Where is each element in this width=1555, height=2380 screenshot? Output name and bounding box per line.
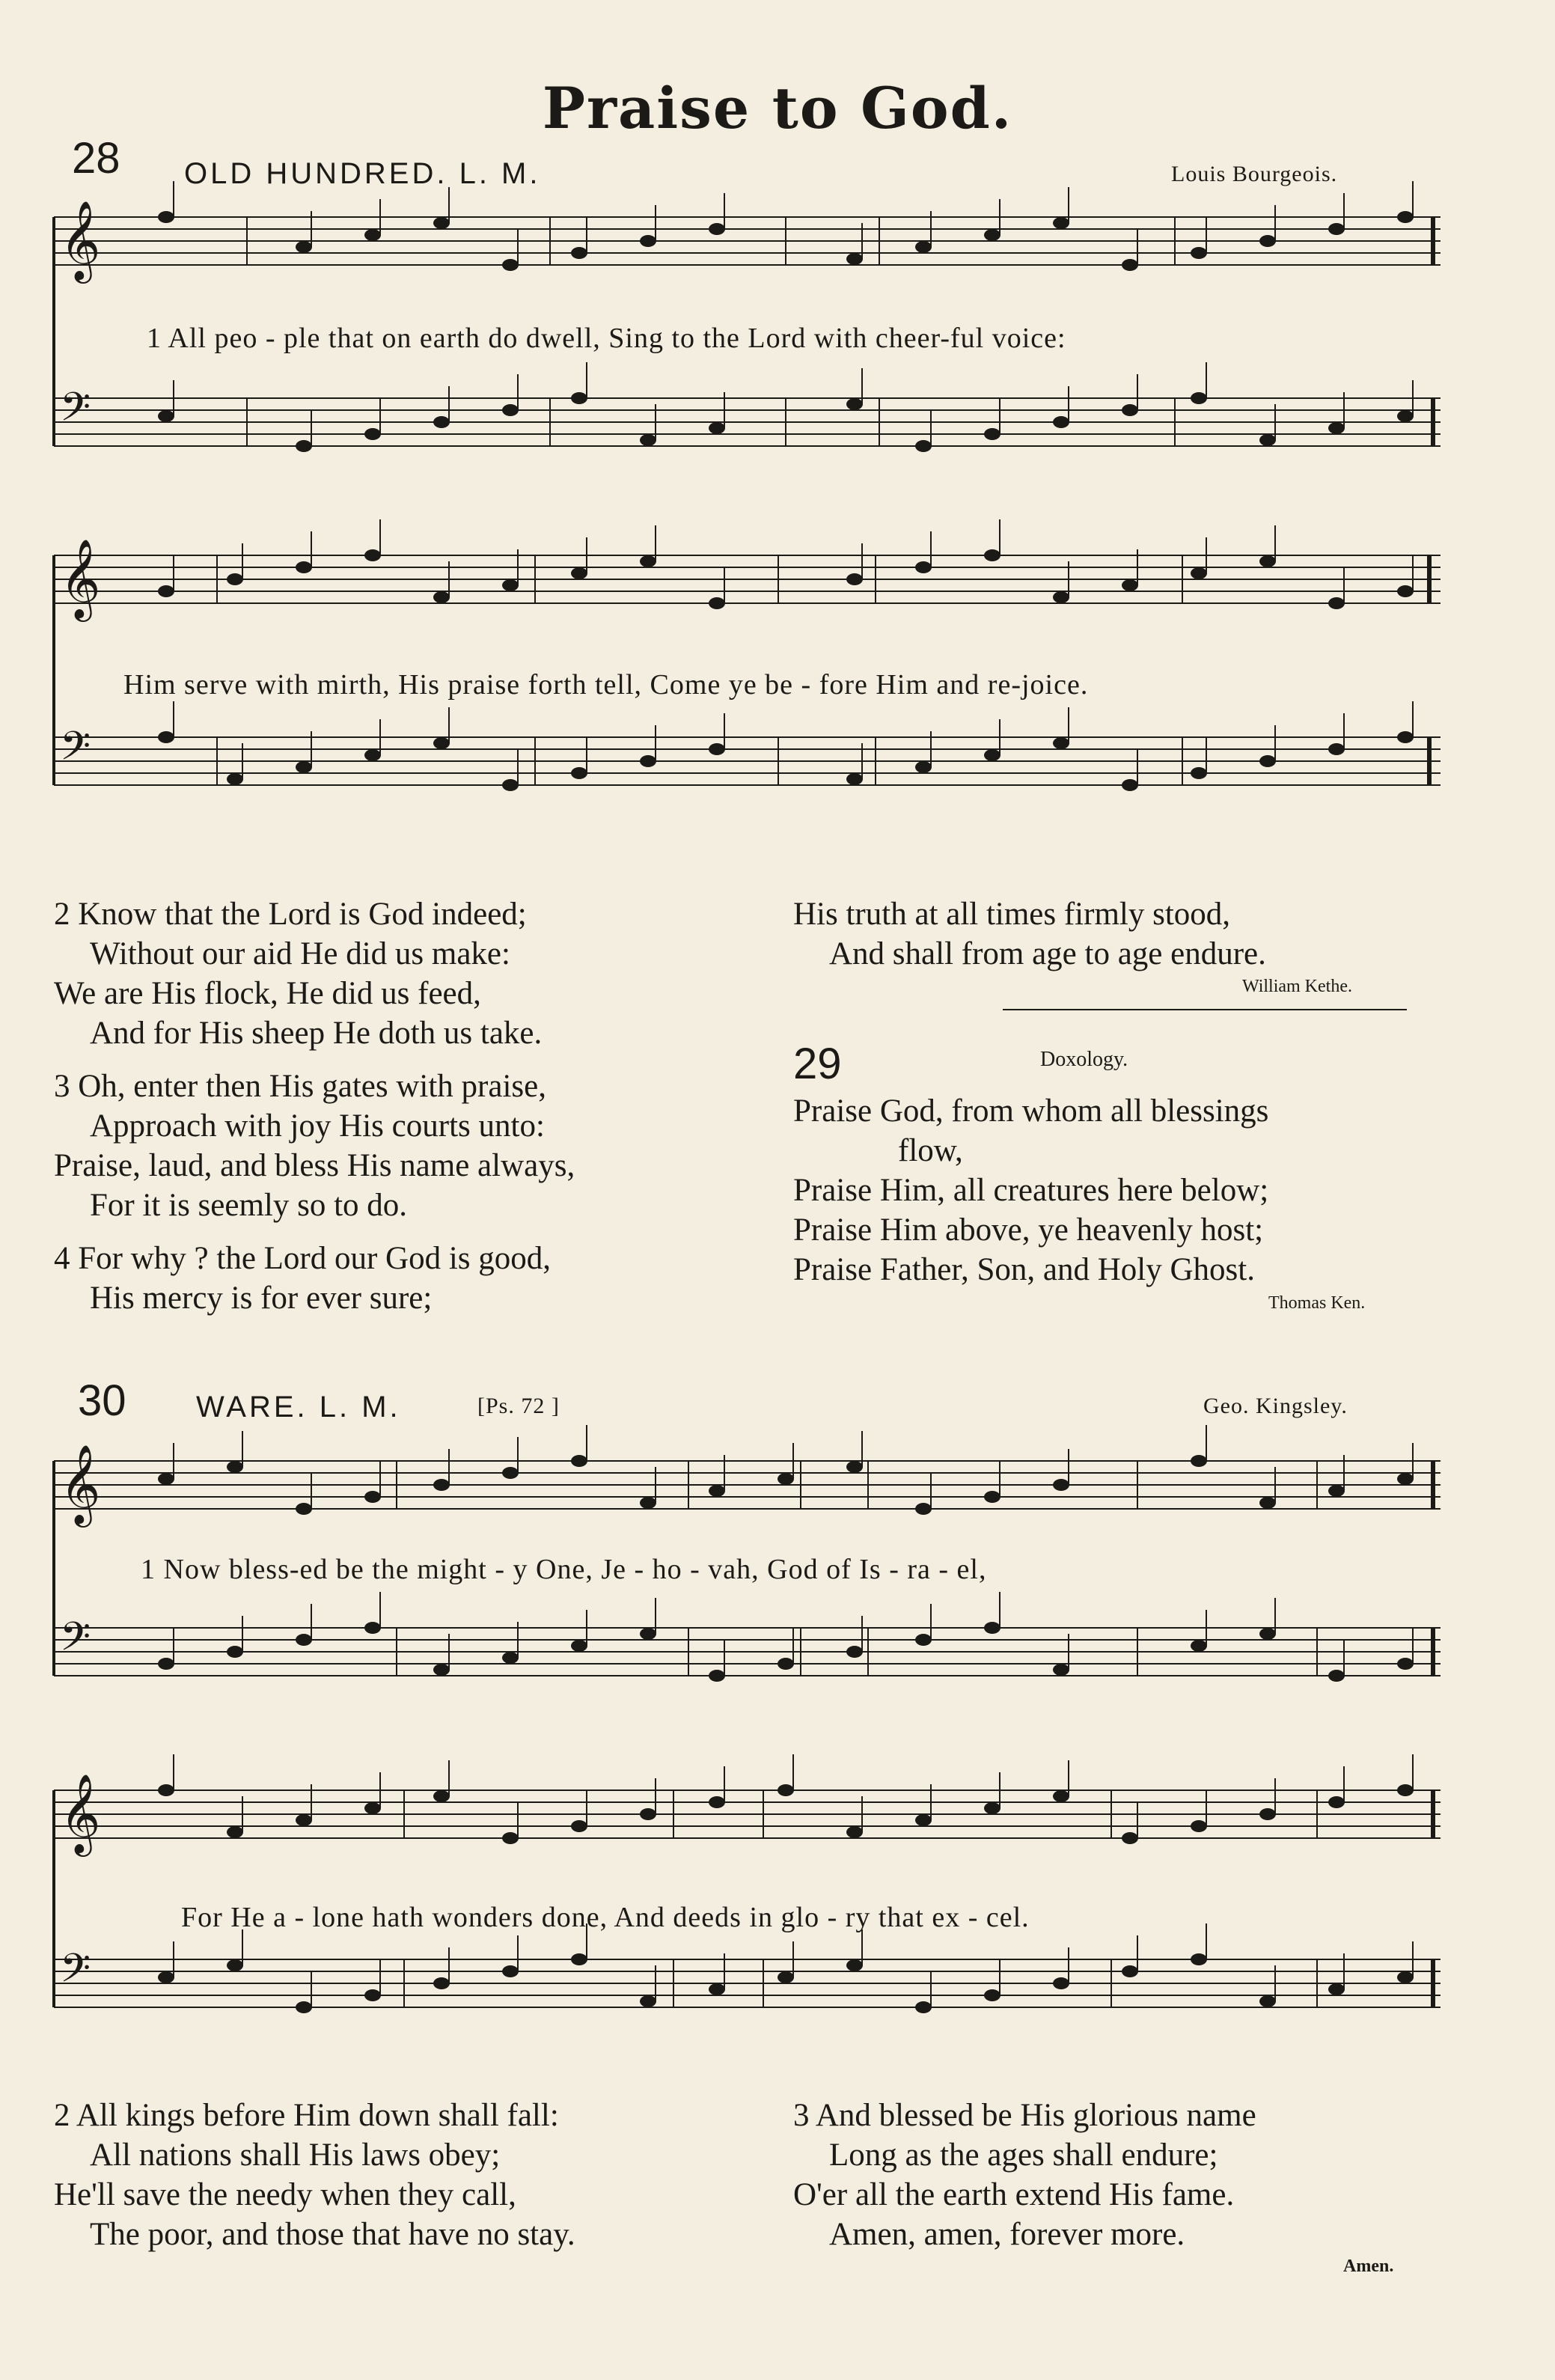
note-head: [1122, 1965, 1138, 1977]
note-head: [1053, 591, 1069, 603]
note-head: [433, 1977, 450, 1989]
hymn-29-author: Thomas Ken.: [1268, 1293, 1366, 1313]
note-head: [778, 1971, 794, 1983]
note-head: [1259, 1628, 1276, 1640]
treble-clef-icon: 𝄞: [60, 538, 101, 618]
note-head: [1397, 585, 1414, 597]
verse-line: 4 For why ? the Lord our God is good,: [54, 1241, 552, 1276]
note-head: [296, 2001, 312, 2013]
treble-clef-icon: 𝄞: [60, 200, 101, 280]
note-head: [296, 1634, 312, 1646]
hymn-28-verse-4: [54, 1239, 551, 1318]
hymn-29-heading: Doxology.: [1040, 1048, 1128, 1071]
note-head: [158, 1971, 174, 1983]
note-head: [158, 1658, 174, 1670]
note-head: [1191, 392, 1207, 404]
verse-line: Praise Him above, ye heavenly host;: [793, 1212, 1264, 1248]
note-head: [1259, 1808, 1276, 1820]
note-head: [1397, 1784, 1414, 1796]
note-head: [502, 779, 519, 791]
note-head: [364, 749, 381, 761]
note-head: [433, 1479, 450, 1491]
note-head: [571, 247, 587, 259]
note-head: [709, 743, 725, 755]
note-head: [1122, 1832, 1138, 1844]
note-head: [296, 440, 312, 452]
note-head: [433, 217, 450, 229]
treble-clef-icon: 𝄞: [60, 1444, 101, 1524]
note-head: [296, 1503, 312, 1515]
note-head: [984, 1491, 1000, 1503]
note-head: [846, 573, 863, 585]
verse-line: All nations shall His laws obey;: [90, 2138, 501, 2173]
verse-line: Approach with joy His courts unto:: [90, 1108, 545, 1144]
note-head: [640, 755, 656, 767]
note-head: [1122, 579, 1138, 591]
note-head: [502, 1965, 519, 1977]
hymn-28-lyric-line-2: Him serve with mirth, His praise forth tell, Come ye be - fore Him and re-joice.: [123, 669, 1089, 701]
note-head: [1053, 1664, 1069, 1676]
hymn-30-lyric-line-1: 1 Now bless-ed be the might - y One, Je - ho - vah, God of Is - ra - el,: [141, 1554, 987, 1585]
note-head: [915, 561, 932, 573]
note-head: [1328, 597, 1345, 609]
note-head: [296, 1814, 312, 1826]
note-head: [846, 773, 863, 785]
note-head: [364, 1491, 381, 1503]
hymn-28-verse-2: [54, 894, 542, 1053]
note-head: [227, 1959, 243, 1971]
note-head: [709, 597, 725, 609]
bass-clef-icon: 𝄢: [60, 724, 91, 779]
note-head: [158, 1784, 174, 1796]
hymn-30-verse-2: [54, 2096, 575, 2254]
note-head: [846, 1461, 863, 1473]
note-head: [1328, 1796, 1345, 1808]
note-head: [364, 1802, 381, 1814]
verse-line: The poor, and those that have no stay.: [90, 2217, 575, 2252]
note-head: [1328, 1485, 1345, 1497]
note-head: [1191, 1455, 1207, 1467]
note-head: [1397, 1971, 1414, 1983]
note-head: [915, 1814, 932, 1826]
hymn-30-amen: Amen.: [1343, 2257, 1394, 2276]
note-head: [158, 1473, 174, 1485]
hymn-28-verse-4-continued: [793, 894, 1266, 974]
note-head: [1053, 416, 1069, 428]
note-head: [227, 1461, 243, 1473]
verse-line: flow,: [898, 1133, 963, 1168]
note-head: [846, 1826, 863, 1838]
note-head: [984, 1622, 1000, 1634]
note-head: [846, 1646, 863, 1658]
hymn-30-number: 30: [78, 1376, 126, 1425]
verse-line: We are His flock, He did us feed,: [54, 976, 481, 1011]
note-head: [571, 567, 587, 579]
note-head: [709, 1485, 725, 1497]
verse-line: Praise Father, Son, and Holy Ghost.: [793, 1252, 1255, 1287]
hymn-28-verse-3: [54, 1067, 575, 1225]
note-head: [1328, 422, 1345, 434]
verse-line: For it is seemly so to do.: [90, 1188, 408, 1223]
note-head: [364, 1622, 381, 1634]
verse-line: 3 Oh, enter then His gates with praise,: [54, 1069, 546, 1104]
note-head: [1397, 1658, 1414, 1670]
note-head: [846, 1959, 863, 1971]
note-head: [915, 1634, 932, 1646]
note-head: [1397, 731, 1414, 743]
note-head: [364, 428, 381, 440]
hymn-28-lyric-line-1: 1 All peo - ple that on earth do dwell, Sing to the Lord with cheer-ful voice:: [147, 323, 1066, 354]
divider: [1003, 1009, 1407, 1010]
note-head: [1397, 1473, 1414, 1485]
note-head: [915, 440, 932, 452]
note-head: [158, 211, 174, 223]
note-head: [1259, 235, 1276, 247]
verse-line: Praise Him, all creatures here below;: [793, 1173, 1269, 1208]
hymn-28-composer: Louis Bourgeois.: [1171, 162, 1338, 186]
hymn-30-lyric-line-2: For He a - lone hath wonders done, And deeds in glo - ry that ex - cel.: [181, 1902, 1030, 1933]
note-head: [1053, 737, 1069, 749]
note-head: [227, 573, 243, 585]
note-head: [502, 259, 519, 271]
note-head: [364, 549, 381, 561]
verse-line: 3 And blessed be His glorious name: [793, 2098, 1256, 2133]
note-head: [1122, 404, 1138, 416]
note-head: [709, 1670, 725, 1682]
note-head: [1122, 779, 1138, 791]
note-head: [571, 1640, 587, 1652]
verse-line: His mercy is for ever sure;: [90, 1281, 433, 1316]
verse-line: And shall from age to age endure.: [829, 936, 1266, 971]
note-head: [433, 1664, 450, 1676]
note-head: [433, 1790, 450, 1802]
hymn-28-number: 28: [72, 134, 120, 183]
note-head: [158, 731, 174, 743]
note-head: [571, 1953, 587, 1965]
hymn-29-number: 29: [793, 1040, 842, 1088]
note-head: [778, 1784, 794, 1796]
note-head: [502, 1832, 519, 1844]
note-head: [1053, 217, 1069, 229]
hymn-30-composer: Geo. Kingsley.: [1203, 1394, 1348, 1418]
note-head: [1191, 767, 1207, 779]
hymn-30-verse-3: [793, 2096, 1256, 2254]
verse-line: He'll save the needy when they call,: [54, 2177, 516, 2212]
note-head: [227, 1826, 243, 1838]
page-title: Praise to God.: [542, 75, 1013, 141]
note-head: [433, 416, 450, 428]
note-head: [571, 1820, 587, 1832]
note-head: [846, 398, 863, 410]
verse-line: Praise God, from whom all blessings: [793, 1093, 1269, 1129]
bass-clef-icon: 𝄢: [60, 1946, 91, 2001]
note-head: [502, 1467, 519, 1479]
note-head: [1191, 1820, 1207, 1832]
note-head: [502, 1652, 519, 1664]
note-head: [1397, 410, 1414, 422]
note-head: [709, 1983, 725, 1995]
note-head: [640, 555, 656, 567]
bass-clef-icon: 𝄢: [60, 1614, 91, 1670]
note-head: [915, 761, 932, 773]
note-head: [709, 1796, 725, 1808]
verse-line: O'er all the earth extend His fame.: [793, 2177, 1235, 2212]
verse-line: 2 Know that the Lord is God indeed;: [54, 897, 527, 932]
note-head: [1259, 755, 1276, 767]
hymn-28-author: William Kethe.: [1242, 977, 1352, 996]
note-head: [915, 2001, 932, 2013]
note-head: [915, 241, 932, 253]
note-head: [571, 767, 587, 779]
note-head: [227, 773, 243, 785]
hymn-30-tune-name: WARE. L. M.: [196, 1391, 401, 1424]
note-head: [640, 1628, 656, 1640]
treble-clef-icon: 𝄞: [60, 1773, 101, 1853]
verse-line: Long as the ages shall endure;: [829, 2138, 1218, 2173]
hymn-28-tune-name: OLD HUNDRED. L. M.: [184, 157, 541, 190]
hymn-29-text: [793, 1091, 1268, 1290]
bass-clef-icon: 𝄢: [60, 385, 91, 440]
verse-line: His truth at all times firmly stood,: [793, 897, 1231, 932]
note-head: [296, 241, 312, 253]
note-head: [984, 428, 1000, 440]
verse-line: Amen, amen, forever more.: [829, 2217, 1185, 2252]
note-head: [984, 549, 1000, 561]
note-head: [571, 392, 587, 404]
note-head: [1191, 567, 1207, 579]
note-head: [1328, 1983, 1345, 1995]
hymn-30-psalm-ref: [Ps. 72 ]: [477, 1394, 560, 1418]
note-head: [1053, 1479, 1069, 1491]
note-head: [364, 229, 381, 241]
note-head: [846, 253, 863, 265]
note-head: [158, 585, 174, 597]
note-head: [984, 749, 1000, 761]
note-head: [1122, 259, 1138, 271]
note-head: [984, 1989, 1000, 2001]
note-head: [709, 223, 725, 235]
note-head: [433, 591, 450, 603]
verse-line: And for His sheep He doth us take.: [90, 1016, 543, 1051]
verse-line: Without our aid He did us make:: [90, 936, 510, 971]
note-head: [984, 229, 1000, 241]
note-head: [1328, 743, 1345, 755]
note-head: [296, 561, 312, 573]
note-head: [1259, 434, 1276, 446]
note-head: [1397, 211, 1414, 223]
verse-line: Praise, laud, and bless His name always,: [54, 1148, 575, 1183]
note-head: [640, 434, 656, 446]
note-head: [709, 422, 725, 434]
note-head: [571, 1455, 587, 1467]
note-head: [502, 404, 519, 416]
note-head: [778, 1658, 794, 1670]
note-head: [158, 410, 174, 422]
note-head: [915, 1503, 932, 1515]
note-head: [1053, 1977, 1069, 1989]
note-head: [1191, 247, 1207, 259]
note-head: [227, 1646, 243, 1658]
verse-line: 2 All kings before Him down shall fall:: [54, 2098, 559, 2133]
note-head: [640, 1808, 656, 1820]
note-head: [640, 235, 656, 247]
note-head: [1191, 1953, 1207, 1965]
note-head: [778, 1473, 794, 1485]
note-head: [1053, 1790, 1069, 1802]
note-head: [1191, 1640, 1207, 1652]
note-head: [502, 579, 519, 591]
note-head: [640, 1995, 656, 2007]
note-head: [296, 761, 312, 773]
note-head: [984, 1802, 1000, 1814]
note-head: [1328, 1670, 1345, 1682]
note-head: [1259, 1995, 1276, 2007]
note-head: [640, 1497, 656, 1509]
note-head: [1328, 223, 1345, 235]
note-head: [433, 737, 450, 749]
note-head: [364, 1989, 381, 2001]
note-head: [1259, 555, 1276, 567]
note-head: [1259, 1497, 1276, 1509]
